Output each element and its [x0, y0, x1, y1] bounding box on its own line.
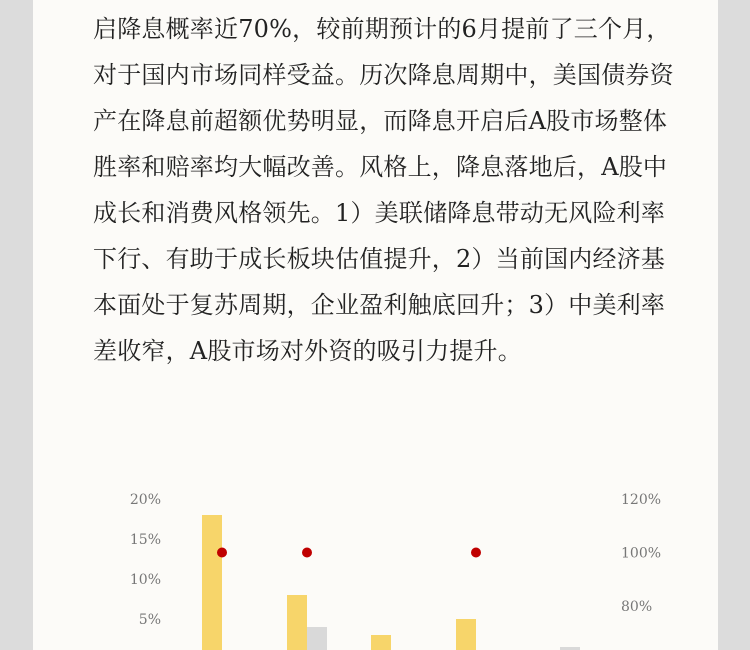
- article-paragraph: 启降息概率近70%，较前期预计的6月提前了三个月，对于国内市场同样受益。历次降息周期中，美国债券资产在降息前超额优势明显，而降息开启后A股市场整体胜率和赔率均大幅改善。风格上，降息落地后，A股中成长和消费风格领先。1）美联储降息带动无风险利率下行、有助于成长板块估值提升，2）当前国内经济基本面处于复苏周期，企业盈利触底回升；3）中美利率差收窄，A股市场对外资的吸引力提升。: [93, 15, 674, 365]
- right-axis-tick: 100%: [621, 545, 662, 562]
- left-axis-tick: 5%: [138, 612, 161, 628]
- right-axis-tick: 120%: [621, 492, 662, 508]
- left-axis-tick: 15%: [129, 532, 161, 548]
- right-axis-tick: 80%: [621, 599, 653, 615]
- article-text: [93, 6, 688, 374]
- left-axis-tick: 10%: [129, 572, 161, 588]
- left-axis-tick: 20%: [129, 492, 161, 508]
